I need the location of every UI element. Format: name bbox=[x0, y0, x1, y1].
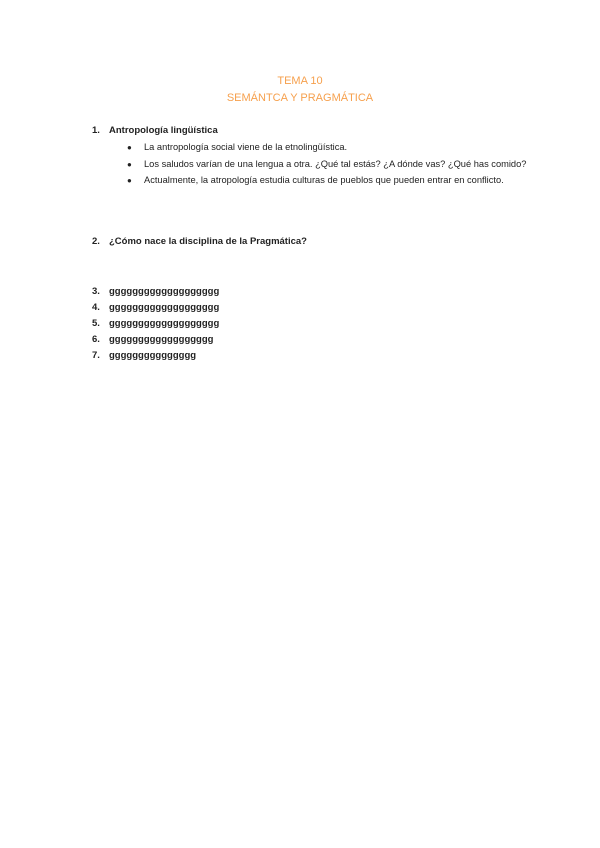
numbered-list bbox=[92, 284, 219, 364]
item-number: 4. bbox=[92, 302, 100, 313]
section-title: Antropología lingüística bbox=[109, 125, 218, 136]
list-item bbox=[92, 173, 549, 189]
item-text: ggggggggggggggg bbox=[109, 350, 197, 361]
list-item-text: Los saludos varían de una lengua a otra. ¿Qué tal estás? ¿A dónde vas? ¿Qué has comido? bbox=[144, 158, 527, 169]
list-item bbox=[92, 300, 219, 316]
section-2 bbox=[92, 235, 307, 249]
list-item-text: Actualmente, la atropología estudia culturas de pueblos que pueden entrar en conflicto. bbox=[144, 175, 504, 186]
item-number: 3. bbox=[92, 286, 100, 297]
title-line-1: TEMA 10 bbox=[277, 75, 323, 87]
document-title bbox=[0, 73, 600, 107]
section-heading bbox=[92, 235, 307, 249]
item-number: 6. bbox=[92, 334, 100, 345]
item-text: ggggggggggggggggggg bbox=[109, 286, 220, 297]
section-number: 1. bbox=[92, 125, 100, 136]
section-heading bbox=[92, 124, 549, 138]
title-line-2: SEMÁNTCA Y PRAGMÁTICA bbox=[226, 92, 374, 104]
item-text: ggggggggggggggggggg bbox=[109, 302, 220, 313]
bullet-icon: ● bbox=[127, 159, 132, 169]
section-1 bbox=[92, 124, 549, 190]
list-item bbox=[92, 140, 549, 156]
bullet-icon: ● bbox=[127, 143, 132, 152]
section-title: ¿Cómo nace la disciplina de la Pragmática? bbox=[109, 236, 307, 247]
bullet-icon: ● bbox=[127, 176, 132, 186]
bullet-list bbox=[92, 140, 549, 189]
list-item bbox=[92, 348, 219, 364]
list-item bbox=[92, 316, 219, 332]
item-number: 7. bbox=[92, 350, 100, 361]
list-item bbox=[92, 332, 219, 348]
list-item-text: La antropología social viene de la etnolingüística. bbox=[144, 142, 348, 152]
section-number: 2. bbox=[92, 236, 100, 247]
item-text: gggggggggggggggggg bbox=[109, 334, 214, 345]
item-text: ggggggggggggggggggg bbox=[109, 318, 220, 329]
list-item bbox=[92, 157, 549, 173]
list-item bbox=[92, 284, 219, 300]
item-number: 5. bbox=[92, 318, 100, 329]
